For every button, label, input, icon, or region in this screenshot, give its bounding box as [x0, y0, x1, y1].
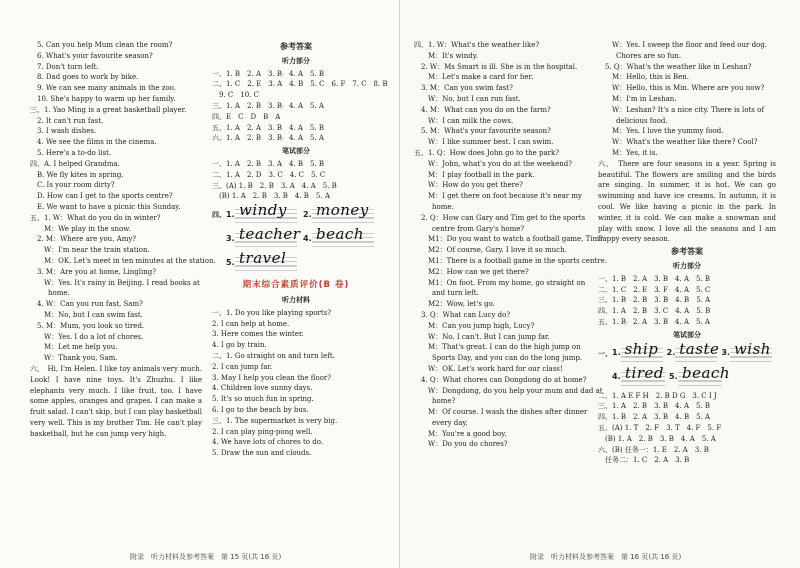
- text-line: home.: [48, 289, 70, 298]
- text-line: W：Hello, this is Min. Where are you now?: [612, 84, 765, 93]
- item-number: 4.: [612, 372, 621, 382]
- right-column-1: [414, 40, 607, 538]
- text-line: M：Of course. I wash the dishes after dinner: [428, 408, 588, 417]
- text-line: M：We play in the snow.: [44, 224, 131, 233]
- text-line: 3. Q：What can Lucy do?: [421, 310, 511, 319]
- answer-line: 二、1. A E F H 2. B D G 3. C I J: [598, 391, 717, 400]
- text-line: M1：There is a football game in the sports centre.: [428, 256, 607, 265]
- text-line: M：That's great. I can do the high jump on: [428, 343, 581, 352]
- text-line: M：OK. Let's meet in ten minutes at the station.: [44, 256, 216, 265]
- text-line: 5. Can you help Mum clean the room?: [37, 41, 173, 49]
- answer-line: 9. C 10. C: [212, 91, 259, 100]
- text-line: Chores are so fun.: [616, 51, 682, 60]
- text-line: 3. I wash dishes.: [37, 127, 97, 136]
- handwriting-box: [730, 339, 772, 363]
- answer-line: (B) 1. A 2. B 3. B 4. A 5. A: [598, 434, 716, 443]
- text-line: W：Yes. I sweep the floor and feed our dog.: [612, 41, 767, 49]
- handwritten-word: tired: [625, 363, 664, 382]
- handwritten-word: travel: [239, 249, 287, 268]
- text-line: home.: [432, 202, 454, 211]
- handwriting-box: [235, 201, 297, 224]
- text-line: W：I'm near the train station.: [44, 246, 150, 255]
- item-number: 1.: [226, 209, 235, 219]
- text-line: M：I'm in Leshan.: [612, 94, 677, 103]
- answer-title: 参考答案: [280, 42, 312, 51]
- text-line: 3. M：Are you at home, Lingling?: [37, 267, 157, 276]
- handwritten-word: beach: [316, 225, 364, 244]
- answer-line: 一、1. Do you like playing sports?: [212, 308, 332, 317]
- text-line: W：Yes. It's rainy in Beijing. I read books at: [44, 278, 200, 287]
- text-line: 4. M：What can you do on the farm?: [421, 105, 551, 114]
- text-line: 6. What's your favourite season?: [37, 51, 153, 60]
- text-line: M：I get there on foot because it's near my: [428, 192, 582, 201]
- handwriting-row: [612, 363, 776, 389]
- text-line: delicious food.: [616, 116, 668, 125]
- text-line: 5. Q：What's the weather like in Leshan?: [605, 62, 752, 71]
- answer-line: (B) 1. A 2. B 3. B 4. B 5. A: [212, 192, 330, 201]
- answer-line: 三、1. A 2. B 3. B 4. A 5. A: [212, 101, 324, 110]
- section-number: 一、: [598, 349, 612, 358]
- item-number: 2.: [303, 209, 312, 219]
- answer-line: 4. Children love sunny days.: [212, 384, 313, 393]
- item-number: 3.: [721, 348, 730, 358]
- answer-line: 三、(A) 1. B 2. B 3. A 4. A 5. B: [212, 181, 337, 190]
- left-column-2: [212, 40, 388, 538]
- item-number: 1.: [612, 348, 621, 358]
- right-page: [400, 0, 800, 568]
- handwritten-word: taste: [679, 339, 720, 358]
- text-line: W：What's the weather like there? Cool?: [612, 138, 758, 147]
- text-line: 2. M：Where are you, Amy?: [37, 235, 137, 244]
- text-line: every day.: [432, 418, 468, 427]
- answer-line: 6. I go to the beach by bus.: [212, 405, 309, 414]
- handwriting-rows: [598, 339, 776, 389]
- answer-line: 四、1. A 2. B 3. C 4. A 5. B: [598, 307, 711, 316]
- answer-line: 二、1. C 2. E 3. F 4. A 5. C: [598, 285, 711, 294]
- answer-line: 二、1. Go straight on and turn left.: [212, 351, 335, 360]
- section-heading: 听力部分: [673, 261, 701, 270]
- text-line: W：OK. Let's work hard for our class!: [428, 364, 563, 373]
- handwriting-box: [312, 201, 374, 224]
- text-line: 2. Q：How can Gary and Tim get to the sports: [421, 213, 586, 222]
- page-footer-right: 附录 听力材料及参考答案 第 16 页(共 16 页): [530, 553, 682, 561]
- text-line: 4. W：Can you run fast, Sam?: [37, 300, 143, 309]
- answer-line: 任务二：1. C 2. A 3. B: [598, 456, 690, 465]
- answer-line: 三、1. A 2. B 3. B 4. A 5. B: [598, 402, 711, 411]
- text-line: 3. M：Can you swim fast?: [421, 84, 513, 93]
- text-line: and turn left.: [432, 289, 479, 298]
- text-line: M：Let me help you.: [44, 343, 118, 352]
- answer-line: 五、(A) 1. T 2. F 3. T 4. F 5. F: [598, 423, 722, 432]
- text-line: Sports Day, and you can do the long jump.: [432, 354, 583, 363]
- text-line: 四、A. I helped Grandma.: [30, 159, 120, 168]
- left-column-1: [30, 40, 216, 538]
- handwriting-row: [612, 339, 776, 365]
- handwritten-word: wish: [733, 339, 771, 358]
- answer-line: 二、1. A 2. D 3. C 4. C 5. C: [212, 170, 326, 179]
- text-line: M：Let's make a card for her.: [428, 73, 534, 82]
- text-line: 2. It can't run fast.: [37, 116, 104, 125]
- item-number: 5.: [669, 372, 678, 382]
- answer-line: 一、1. A 2. B 3. A 4. B 5. B: [212, 159, 325, 168]
- text-line: M：Can you jump high, Lucy?: [428, 321, 535, 330]
- text-line: 四、1. W：What's the weather like?: [414, 41, 540, 49]
- answer-line: 2. I can play ping-pong well.: [212, 427, 313, 436]
- text-line: 五、1. Q：How does John go to the park?: [414, 148, 559, 157]
- answer-line: 五、1. A 2. A 3. B 4. A 5. B: [212, 123, 324, 132]
- handwriting-block: [212, 201, 380, 274]
- text-line: 9. We can see many animals in the zoo.: [37, 84, 176, 93]
- answer-line: 二、1. C 2. E 3. A 4. B 5. C 6. F 7. C 8. B: [212, 80, 388, 89]
- handwritten-word: beach: [682, 363, 730, 382]
- answer-line: 4. We have lots of chores to do.: [212, 438, 324, 447]
- text-line: W：No, but I can run fast.: [428, 94, 521, 103]
- text-line: E. We want to have a picnic this Sunday.: [37, 202, 181, 211]
- handwriting-box: [235, 249, 297, 272]
- page-footer-left: 附录 听力材料及参考答案 第 15 页(共 16 页): [130, 553, 282, 561]
- answer-line: 4. I go by train.: [212, 341, 267, 350]
- text-line: centre from Gary's home?: [432, 224, 525, 233]
- handwriting-row: [226, 201, 380, 226]
- handwriting-block: [598, 339, 776, 389]
- item-number: 5.: [226, 257, 235, 267]
- handwriting-box: [675, 339, 720, 363]
- text-line: W：No. I can't. But I can jump far.: [428, 332, 550, 341]
- right-column-2: [598, 40, 776, 538]
- text-line: M1：On foot. From my home, go straight on: [428, 278, 586, 287]
- text-line: W：Do you do chores?: [428, 440, 508, 449]
- text-line: M：I play football in the park.: [428, 170, 535, 179]
- text-line: M：Yes, it is.: [612, 148, 658, 157]
- answer-line: 三、1. The supermarket is very big.: [212, 416, 338, 425]
- text-line: W：I like summer best. I can swim.: [428, 138, 554, 147]
- text-line: 5. Here's a to-do list.: [37, 148, 112, 157]
- text-line: D. How can I get to the sports centre?: [37, 192, 173, 201]
- handwritten-word: money: [316, 201, 369, 220]
- section-heading: 听力部分: [282, 56, 310, 65]
- answer-line: 六、(B) 任务一：1. E 2. A 3. B: [598, 445, 709, 454]
- text-line: W：Yes. I do a lot of chores.: [44, 332, 144, 341]
- text-line: W：John, what's you do at the weekend?: [428, 159, 573, 168]
- answer-line: 一、1. B 2. A 3. B 4. A 5. B: [598, 274, 711, 283]
- answer-line: 四、E C D B A: [212, 112, 281, 121]
- text-line: W：How do you get there?: [428, 181, 523, 190]
- answer-line: 2. I can help at home.: [212, 319, 290, 328]
- text-line: W：Thank you, Sam.: [44, 354, 118, 363]
- text-line: 5. M：What's your favourite season?: [421, 127, 551, 136]
- answer-line: 三、1. B 2. B 3. B 4. B 5. A: [598, 296, 711, 305]
- text-line: B. We fly kites in spring.: [37, 170, 124, 179]
- handwritten-word: ship: [624, 339, 659, 358]
- handwriting-box: [621, 339, 663, 363]
- section-heading: 笔试部分: [282, 147, 310, 156]
- answer-title: 参考答案: [671, 247, 703, 257]
- text-line: 4. Q：What chores can Dongdong do at home?: [421, 375, 587, 384]
- text-line: M2：Of course, Gary. I love it so much.: [428, 246, 567, 255]
- handwriting-row: [226, 225, 380, 250]
- text-line: M2：How can we get there?: [428, 267, 529, 276]
- text-line: 三、1. Yao Ming is a great basketball player.: [30, 105, 187, 114]
- text-line: M：It's windy.: [428, 51, 478, 60]
- exam-b-title: 期末综合素质评价(B 卷): [242, 280, 350, 291]
- text-line: M2：Wow, let's go.: [428, 300, 495, 309]
- section-number: 四、: [212, 211, 226, 220]
- handwritten-word: teacher: [239, 225, 301, 244]
- handwriting-box: [621, 363, 665, 387]
- answer-line: 3. Here comes the winter.: [212, 330, 304, 339]
- answer-line: 5. It's so much fun in spring.: [212, 395, 314, 404]
- text-line: 8. Dad goes to work by bike.: [37, 73, 139, 82]
- item-number: 2.: [666, 348, 676, 358]
- handwriting-rows: [212, 201, 380, 274]
- text-line: 五、1. W：What do you do in winter?: [30, 213, 161, 222]
- handwriting-box: [235, 225, 301, 248]
- text-line: W：Leshan? It's a nice city. There is lots of: [612, 105, 764, 114]
- text-line: W：I can milk the cows.: [428, 116, 514, 125]
- answer-line: 四、1. B 2. A 3. B 4. B 5. A: [598, 413, 711, 422]
- text-line: 10. She's happy to warm up her family.: [37, 94, 176, 103]
- text-line: M：You're a good boy.: [428, 429, 507, 438]
- text-line: 5. M：Mum, you look so tired.: [37, 321, 145, 330]
- answer-line: 六、1. A 2. B 3. B 4. A 5. A: [212, 134, 324, 143]
- answer-line: 五、1. B 2. A 3. B 4. A 5. A: [598, 317, 710, 326]
- section-heading: 笔试部分: [673, 330, 701, 339]
- handwritten-word: windy: [239, 201, 287, 220]
- handwriting-box: [312, 225, 374, 248]
- text-line: C. Is your room dirty?: [37, 181, 115, 190]
- text-line: M：No, but I can swim fast.: [44, 310, 143, 319]
- text-line: home?: [432, 397, 456, 406]
- text-line: 2. W：Ms Smart is ill. She is in the hospital.: [421, 62, 578, 71]
- section-heading: 听力材料: [282, 295, 310, 304]
- text-line: M：Yes. I love the yummy food.: [612, 127, 724, 136]
- text-line: M：Hello, this is Ben.: [612, 73, 690, 82]
- text-line: 4. We see the films in the cinema.: [37, 138, 157, 147]
- text-line: M1：Do you want to watch a football game, Tim?: [428, 235, 603, 244]
- handwriting-box: [678, 363, 730, 387]
- answer-line: 一、1. B 2. A 3. B 4. A 5. B: [212, 69, 325, 78]
- answer-line: 5. Draw the sun and clouds.: [212, 449, 312, 458]
- item-number: 4.: [303, 233, 312, 243]
- text-line: 六、 Hi, I'm Helen. I like toy animals very much. Look! I have nine toys. It's Zhuzhu. I like elephants very much. I like fruit, too. I have some apples, oranges and grapes. I can make a fruit salad. I can't skip, but I can play basketball very well. This is my brother Tim. He can't play basketball, but he can jump very high.: [30, 364, 202, 438]
- text-line: W：Dongdong, do you help your mum and dad at: [428, 386, 603, 395]
- handwriting-row: [226, 249, 380, 274]
- answer-line: 2. I can jump far.: [212, 362, 273, 371]
- item-number: 3.: [226, 233, 235, 243]
- text-line: 7. Don't turn left.: [37, 62, 99, 71]
- text-line: 六、 There are four seasons in a year. Spring is beautiful. The flowers are smiling and the birds are singing. In summer, it is hot. We can go swimming and have ice creams. In autumn, it is cool. We like having a picnic in the park. In winter, it is cold. We can make a snowman and play with snow. I love all the seasons and I am happy every season.: [598, 159, 776, 244]
- answer-line: 3. May I help you clean the floor?: [212, 373, 332, 382]
